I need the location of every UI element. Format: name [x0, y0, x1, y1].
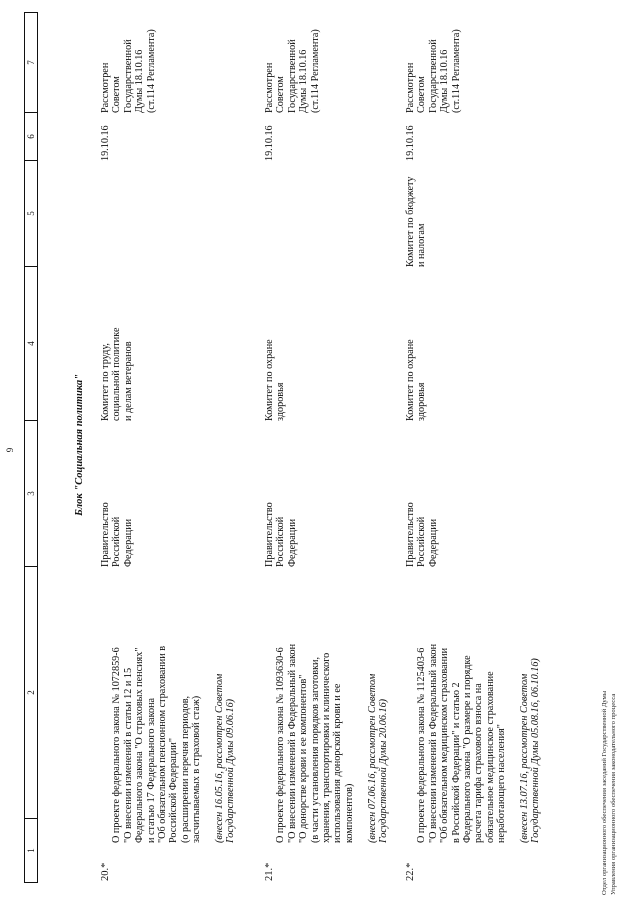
- responsible-committee: Комитет по охране здоровья: [405, 339, 428, 421]
- bill-title: О проекте федерального закона № 1072859-6 "О внесении изменений в статьи 12 и 15 Федерального закона "О страховых пенсиях" и статью 17 Федерального закона "Об обязательном пенсионном страховании в Российской Федерации" (о расширении перечня периодов, засчитываемых в страховой стаж): [111, 646, 203, 843]
- bill-note: (внесен 13.07.16, рассмотрен Советом Государственной Думы 05.08.16, 06.10.16): [519, 658, 542, 843]
- header-col-7: 7: [26, 60, 36, 65]
- status: Рассмотрен Советом Государственной Думы 18.10.16 (ст.114 Регламента): [264, 29, 321, 113]
- bill-title: О проекте федерального закона № 1093630-6 "О внесении изменений в Федеральный закон "О донорстве крови и ее компонентов" (в части установления порядков заготовки, хранения, транспортировки и клинического использования донорской крови и ее компонентов): [275, 643, 355, 843]
- row-number: 21.*: [264, 862, 275, 881]
- date: 19.10.16: [264, 125, 275, 161]
- bill-note: (внесен 07.06.16, рассмотрен Советом Государственной Думы 20.06.16): [366, 673, 390, 843]
- date: 19.10.16: [100, 125, 111, 161]
- footer-line-2: Управления организационного обеспечения законодательного процесса: [610, 693, 617, 895]
- page-footer: [600, 691, 618, 895]
- table-header-row: [24, 12, 38, 883]
- header-col-5: 5: [25, 160, 37, 266]
- header-col-2: 2: [25, 566, 37, 818]
- bill-description: [100, 543, 248, 843]
- header-col-6: 6: [25, 112, 37, 160]
- bill-description: [405, 543, 553, 843]
- row-number: 22.*: [405, 862, 416, 881]
- initiator: Правительство Российской Федерации: [405, 502, 439, 567]
- bill-description: [264, 543, 401, 843]
- status: Рассмотрен Советом Государственной Думы 18.10.16 (ст.114 Регламента): [405, 29, 462, 113]
- block-title: Блок "Социальная политика": [74, 374, 85, 516]
- header-col-1: 1: [25, 818, 37, 882]
- page-number: 9: [5, 447, 15, 453]
- header-col-4: 4: [25, 266, 37, 420]
- responsible-committee: Комитет по охране здоровья: [264, 339, 287, 421]
- bill-note: (внесен 16.05.16, рассмотрен Советом Государственной Думы 09.06.16): [214, 673, 237, 843]
- initiator: Правительство Российской Федерации: [264, 502, 298, 567]
- initiator: Правительство Российской Федерации: [100, 502, 134, 567]
- row-number: 20.*: [100, 862, 111, 881]
- date: 19.10.16: [405, 125, 416, 161]
- footer-line-1: Отдел организационного обеспечения заседаний Государственной Думы: [601, 690, 608, 895]
- responsible-committee: Комитет по труду, социальной политике и делам ветеранов: [100, 327, 134, 421]
- co-committee: Комитет по бюджету и налогам: [405, 176, 428, 267]
- header-col-3: 3: [25, 420, 37, 566]
- bill-title: О проекте федерального закона № 1125403-6 "О внесении изменений в Федеральный закон "Об обязательном медицинском страховании в Российской Федерации" и статью 2 Федерального закона "О размере и порядке расчета тарифа страхового взноса на обязательное медицинское страхование неработающего населения": [416, 643, 508, 843]
- status: Рассмотрен Советом Государственной Думы 18.10.16 (ст.114 Регламента): [100, 29, 157, 113]
